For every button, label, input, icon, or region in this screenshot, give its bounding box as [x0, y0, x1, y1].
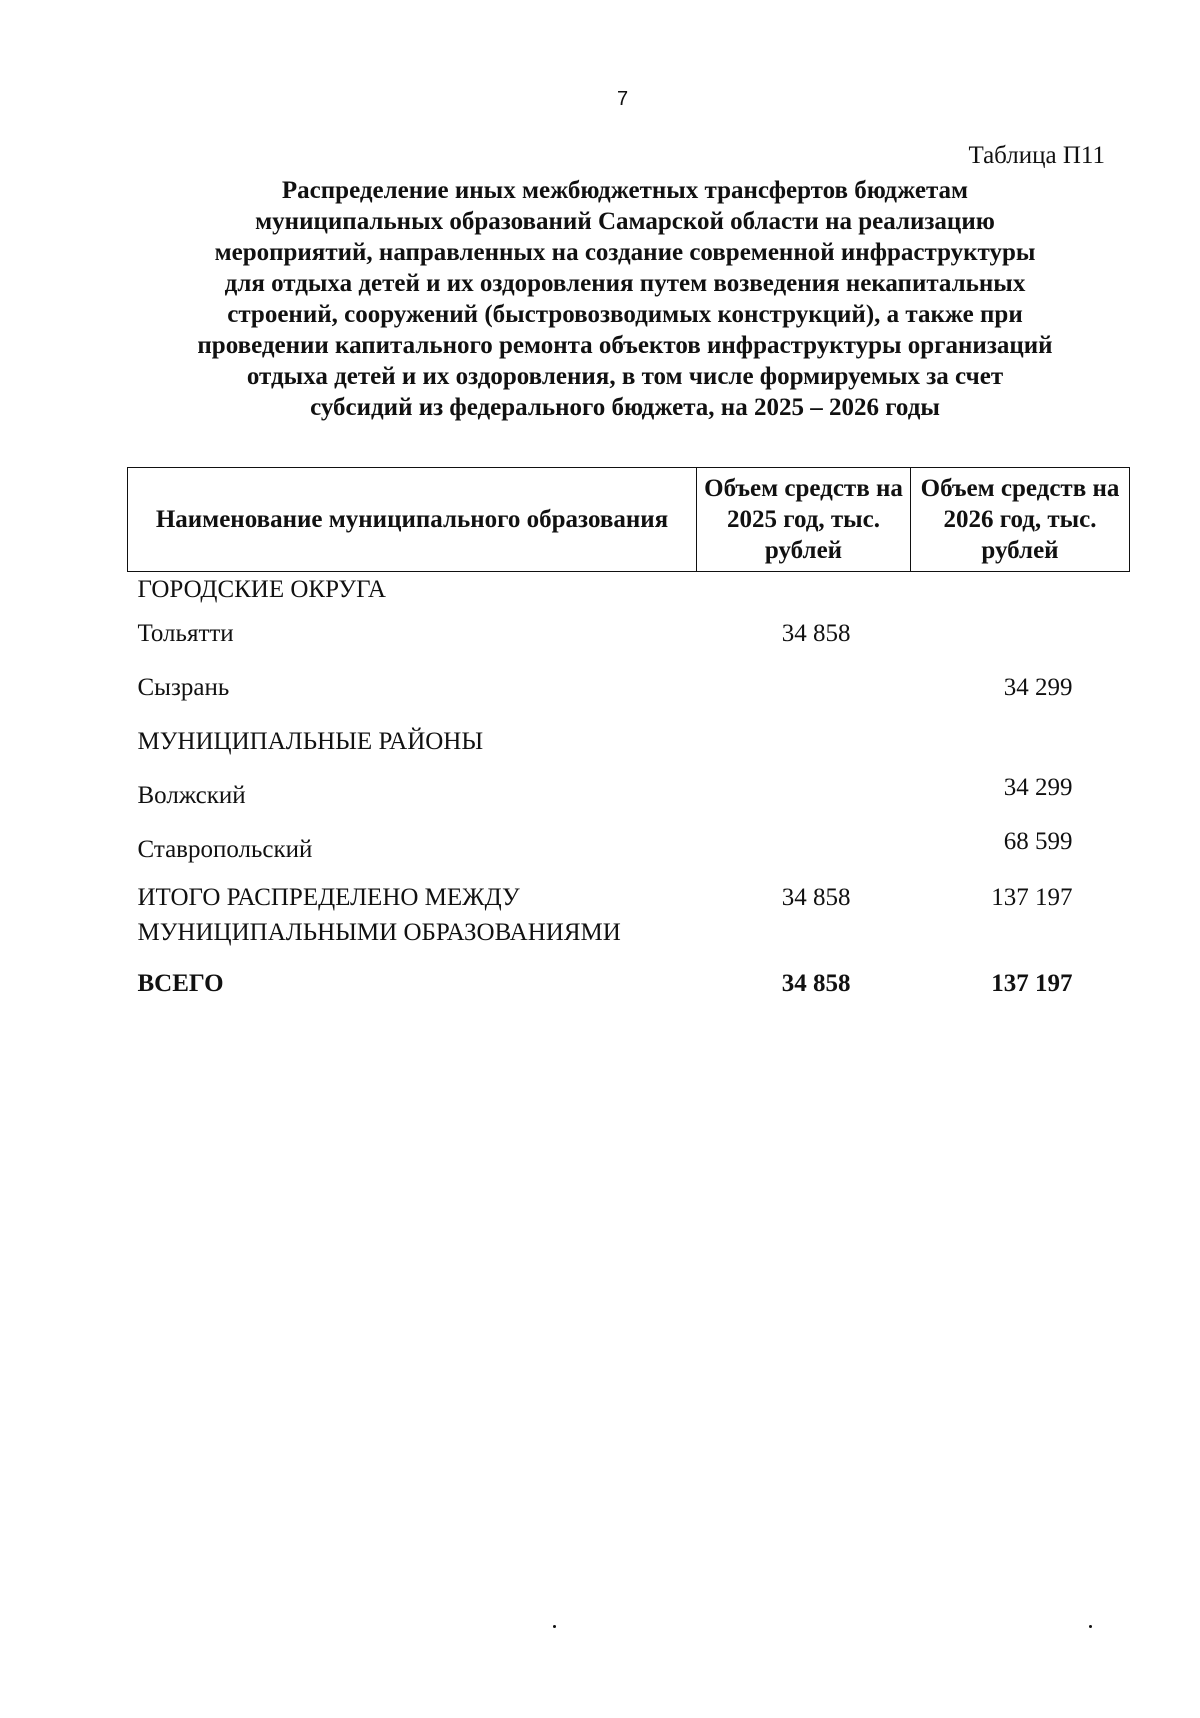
municipality-name: Сызрань: [137, 674, 230, 701]
distributed-total-row: [128, 880, 1130, 960]
title-line: проведении капитального ремонта объектов инфраструктуры организаций: [197, 332, 1053, 359]
value-2025: [697, 764, 911, 818]
document-title: [125, 175, 1125, 423]
title-line: отдыха детей и их оздоровления, в том числе формируемых за счет: [246, 363, 1004, 390]
grand-total-row: [128, 960, 1130, 1014]
value-2025: 34 858: [781, 970, 851, 997]
header-volume-2026: Объем средств на 2026 год, тыс. рублей: [911, 468, 1130, 572]
value-2026: 34 299: [1003, 774, 1073, 801]
municipality-name: Ставропольский: [137, 836, 313, 863]
header-municipality: Наименование муниципального образования: [128, 468, 697, 572]
value-2025: [697, 818, 911, 872]
value-2026: 137 197: [991, 884, 1073, 911]
title-line: Распределение иных межбюджетных трансфертов бюджетам: [281, 177, 969, 204]
section-row: [128, 572, 1130, 611]
table-label: Таблица П11: [968, 142, 1105, 169]
scan-speck: [553, 1625, 556, 1628]
page-number: 7: [616, 88, 629, 110]
distributed-total-label-line: МУНИЦИПАЛЬНЫМИ ОБРАЗОВАНИЯМИ: [137, 919, 621, 946]
table-header-row: [128, 468, 1130, 572]
table-row: [128, 664, 1130, 718]
section-urban-districts: ГОРОДСКИЕ ОКРУГА: [137, 576, 386, 603]
value-2026: 68 599: [1003, 828, 1073, 855]
value-2026: [911, 610, 1130, 664]
value-2025: 34 858: [781, 884, 851, 911]
title-line: строений, сооружений (быстровозводимых конструкций), а также при: [227, 301, 1023, 328]
header-volume-2025: Объем средств на 2025 год, тыс. рублей: [697, 468, 911, 572]
title-line: для отдыха детей и их оздоровления путем возведения некапитальных: [224, 270, 1026, 297]
table-row: [128, 610, 1130, 664]
value-2025: 34 858: [781, 620, 851, 647]
grand-total-label: ВСЕГО: [137, 970, 224, 997]
value-2026: 34 299: [1003, 674, 1073, 701]
distributed-total-label: [128, 880, 697, 960]
scan-speck: [1089, 1625, 1092, 1628]
table-row: [128, 826, 1130, 880]
municipality-name: Тольятти: [137, 620, 234, 647]
value-2026: 137 197: [991, 970, 1073, 997]
section-municipal-districts: МУНИЦИПАЛЬНЫЕ РАЙОНЫ: [137, 728, 484, 755]
title-line: субсидий из федерального бюджета, на 2025 – 2026 годы: [310, 394, 940, 421]
distributed-total-label-line: ИТОГО РАСПРЕДЕЛЕНО МЕЖДУ: [137, 884, 520, 911]
value-2025: [697, 664, 911, 718]
municipality-name: Волжский: [137, 782, 246, 809]
title-line: муниципальных образований Самарской области на реализацию: [255, 208, 995, 235]
title-line: мероприятий, направленных на создание современной инфраструктуры: [214, 239, 1036, 266]
transfers-table: [127, 467, 1130, 1014]
